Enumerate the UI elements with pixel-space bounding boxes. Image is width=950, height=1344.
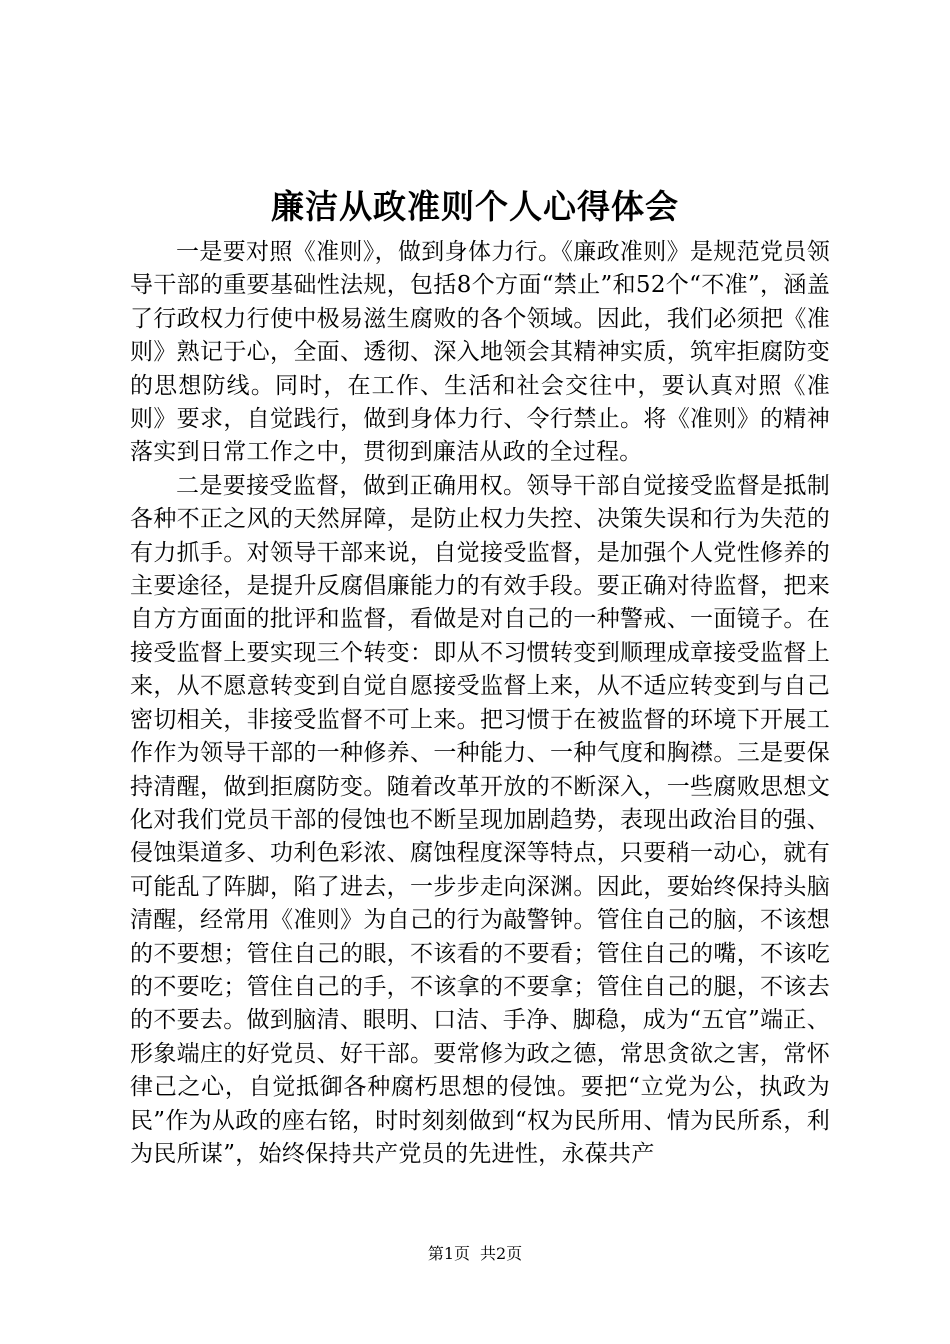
paragraph-1: 一是要对照《准则》，做到身体力行。《廉政准则》是规范党员领导干部的重要基础性法规，包括8个方面“禁止”和52个“不准”，涵盖了行政权力行使中极易滋生腐败的各个领域。因此，我们必须把《准则》熟记于心，全面、透彻、深入地领会其精神实质，筑牢拒腐防变的思想防线。同时，在工作、生活和社会交往中，要认真对照《准则》要求，自觉践行，做到身体力行、令行禁止。将《准则》的精神落实到日常工作之中，贯彻到廉洁从政的全过程。 [130,239,830,466]
page-number-current: 第1页 [427,1244,470,1263]
document-body [130,236,830,1171]
page-footer [0,1243,950,1265]
page-number-total: 共2页 [480,1244,523,1263]
paragraph-2: 二是要接受监督，做到正确用权。领导干部自觉接受监督是抵制各种不正之风的天然屏障，是防止权力失控、决策失误和行为失范的有力抓手。对领导干部来说，自觉接受监督，是加强个人党性修养的主要途径，是提升反腐倡廉能力的有效手段。要正确对待监督，把来自方方面面的批评和监督，看做是对自己的一种警戒、一面镜子。在接受监督上要实现三个转变：即从不习惯转变到顺理成章接受监督上来，从不愿意转变到自觉自愿接受监督上来，从不适应转变到与自己密切相关，非接受监督不可上来。把习惯于在被监督的环境下开展工作作为领导干部的一种修养、一种能力、一种气度和胸襟。三是要保持清醒，做到拒腐防变。随着改革开放的不断深入，一些腐败思想文化对我们党员干部的侵蚀也不断呈现加剧趋势，表现出政治目的强、侵蚀渠道多、功利色彩浓、腐蚀程度深等特点，只要稍一动心，就有可能乱了阵脚，陷了进去，一步步走向深渊。因此，要始终保持头脑清醒，经常用《准则》为自己的行为敲警钟。管住自己的脑，不该想的不要想；管住自己的眼，不该看的不要看；管住自己的嘴，不该吃的不要吃；管住自己的手，不该拿的不要拿；管住自己的腿，不该去的不要去。做到脑清、眼明、口洁、手净、脚稳，成为“五官”端正、形象端庄的好党员、好干部。要常修为政之德，常思贪欲之害，常怀律己之心，自觉抵御各种腐朽思想的侵蚀。要把“立党为公，执政为民”作为从政的座右铭，时时刻刻做到“权为民所用、情为民所系，利为民所谋”，始终保持共产党员的先进性，永葆共产 [130,472,830,1167]
document-title: 廉洁从政准则个人心得体会 [271,187,679,226]
